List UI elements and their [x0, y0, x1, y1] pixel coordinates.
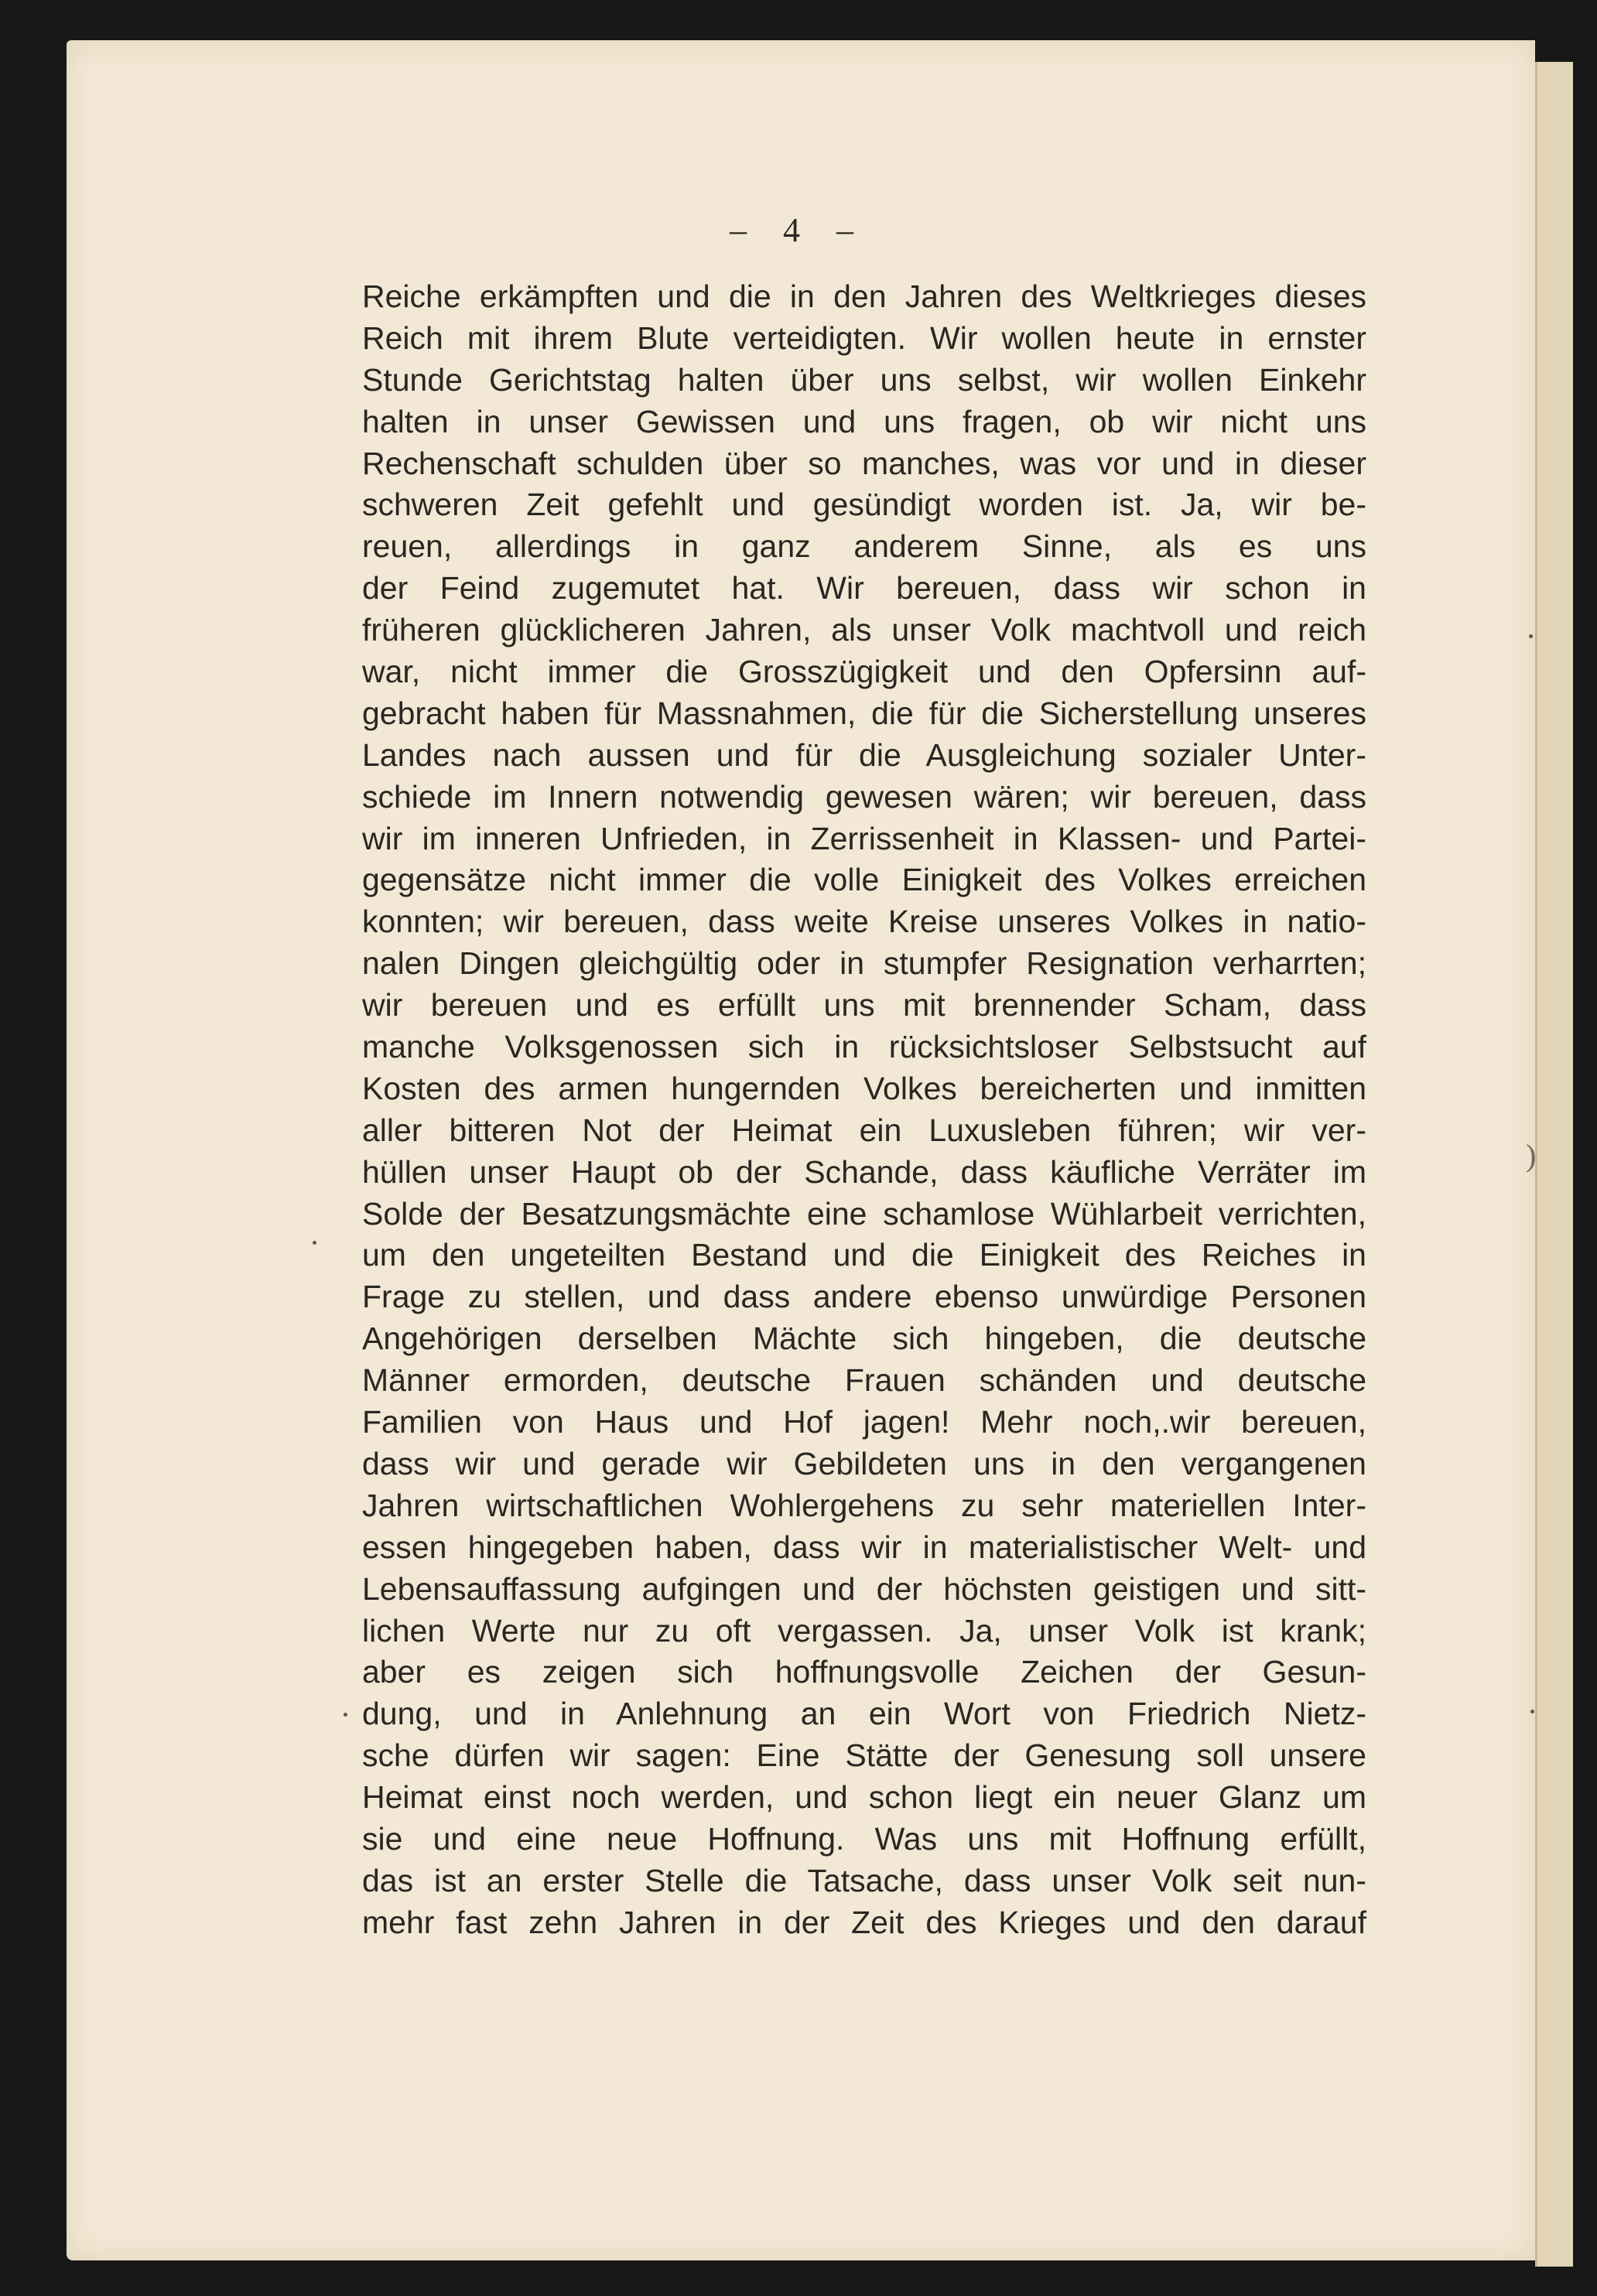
text-line: wir bereuen und es erfüllt uns mit brennender Scham, dass: [362, 987, 1366, 1023]
text-line: lichen Werte nur zu oft vergassen. Ja, unser Volk ist krank;: [362, 1612, 1366, 1649]
text-line: dass wir und gerade wir Gebildeten uns in den vergangenen: [362, 1445, 1366, 1481]
text-line: reuen, allerdings in ganz anderem Sinne, als es uns: [362, 528, 1366, 565]
text-line: der Feind zugemutet hat. Wir bereuen, dass wir schon in: [362, 570, 1366, 606]
text-line: schiede im Innern notwendig gewesen wären; wir bereuen, dass: [362, 778, 1366, 815]
speck-dot: [1529, 634, 1533, 638]
text-line: um den ungeteilten Bestand und die Einigkeit des Reiches in: [362, 1237, 1366, 1273]
text-line: Solde der Besatzungsmächte eine schamlose Wühlarbeit verrichten,: [362, 1195, 1366, 1232]
speck-dot: [313, 1241, 316, 1245]
text-line: Rechenschaft schulden über so manches, was vor und in dieser: [362, 445, 1366, 481]
text-line: Kosten des armen hungernden Volkes bereicherten und inmitten: [362, 1070, 1366, 1106]
body-text: [362, 276, 1366, 1944]
text-line: gegensätze nicht immer die volle Einigkeit des Volkes erreichen: [362, 862, 1366, 898]
margin-mark: ): [1526, 1138, 1537, 1173]
next-page-edge: [1535, 62, 1573, 2267]
text-line: Lebensauffassung aufgingen und der höchsten geistigen und sitt-: [362, 1570, 1366, 1607]
text-line: Reich mit ihrem Blute verteidigten. Wir wollen heute in ernster: [362, 319, 1366, 356]
page-number: – 4 –: [730, 211, 867, 249]
text-line: wir im inneren Unfrieden, in Zerrissenheit in Klassen- und Partei-: [362, 820, 1366, 856]
text-line: nalen Dingen gleichgültig oder in stumpfer Resignation verharrten;: [362, 945, 1366, 982]
text-line: manche Volksgenossen sich in rücksichtsloser Selbstsucht auf: [362, 1029, 1366, 1065]
speck-dot: [344, 1713, 347, 1717]
text-line: sie und eine neue Hoffnung. Was uns mit Hoffnung erfüllt,: [362, 1820, 1366, 1857]
text-line: dung, und in Anlehnung an ein Wort von Friedrich Nietz-: [362, 1696, 1366, 1732]
text-line: Jahren wirtschaftlichen Wohlergehens zu sehr materiellen Inter-: [362, 1487, 1366, 1523]
text-line: Familien von Haus und Hof jagen! Mehr noch,.wir bereuen,: [362, 1404, 1366, 1440]
text-line: Landes nach aussen und für die Ausgleichung sozialer Unter-: [362, 736, 1366, 773]
text-line: schweren Zeit gefehlt und gesündigt worden ist. Ja, wir be-: [362, 487, 1366, 523]
speck-dot: [1530, 1710, 1534, 1713]
text-line: Männer ermorden, deutsche Frauen schänden und deutsche: [362, 1362, 1366, 1399]
text-line: aber es zeigen sich hoffnungsvolle Zeichen der Gesun-: [362, 1654, 1366, 1690]
text-line: halten in unser Gewissen und uns fragen, ob wir nicht uns: [362, 403, 1366, 439]
text-line: Frage zu stellen, und dass andere ebenso unwürdige Personen: [362, 1279, 1366, 1315]
text-line: hüllen unser Haupt ob der Schande, dass käufliche Verräter im: [362, 1153, 1366, 1190]
text-line: früheren glücklicheren Jahren, als unser Volk machtvoll und reich: [362, 612, 1366, 648]
text-line: essen hingegeben haben, dass wir in materialistischer Welt- und: [362, 1529, 1366, 1565]
text-line: das ist an erster Stelle die Tatsache, dass unser Volk seit nun-: [362, 1862, 1366, 1898]
text-line: sche dürfen wir sagen: Eine Stätte der Genesung soll unsere: [362, 1737, 1366, 1774]
text-line: Angehörigen derselben Mächte sich hingeben, die deutsche: [362, 1321, 1366, 1357]
text-line: Stunde Gerichtstag halten über uns selbst, wir wollen Einkehr: [362, 361, 1366, 398]
text-line: gebracht haben für Massnahmen, die für die Sicherstellung unseres: [362, 695, 1366, 731]
text-line: aller bitteren Not der Heimat ein Luxusleben führen; wir ver-: [362, 1112, 1366, 1148]
text-line: Reiche erkämpften und die in den Jahren des Weltkrieges dieses: [362, 278, 1366, 314]
text-line: war, nicht immer die Grosszügigkeit und den Opfersinn auf-: [362, 654, 1366, 690]
text-line: Heimat einst noch werden, und schon liegt ein neuer Glanz um: [362, 1779, 1366, 1816]
text-line: mehr fast zehn Jahren in der Zeit des Krieges und den darauf: [362, 1904, 1366, 1940]
text-line: konnten; wir bereuen, dass weite Kreise unseres Volkes in natio-: [362, 904, 1366, 940]
